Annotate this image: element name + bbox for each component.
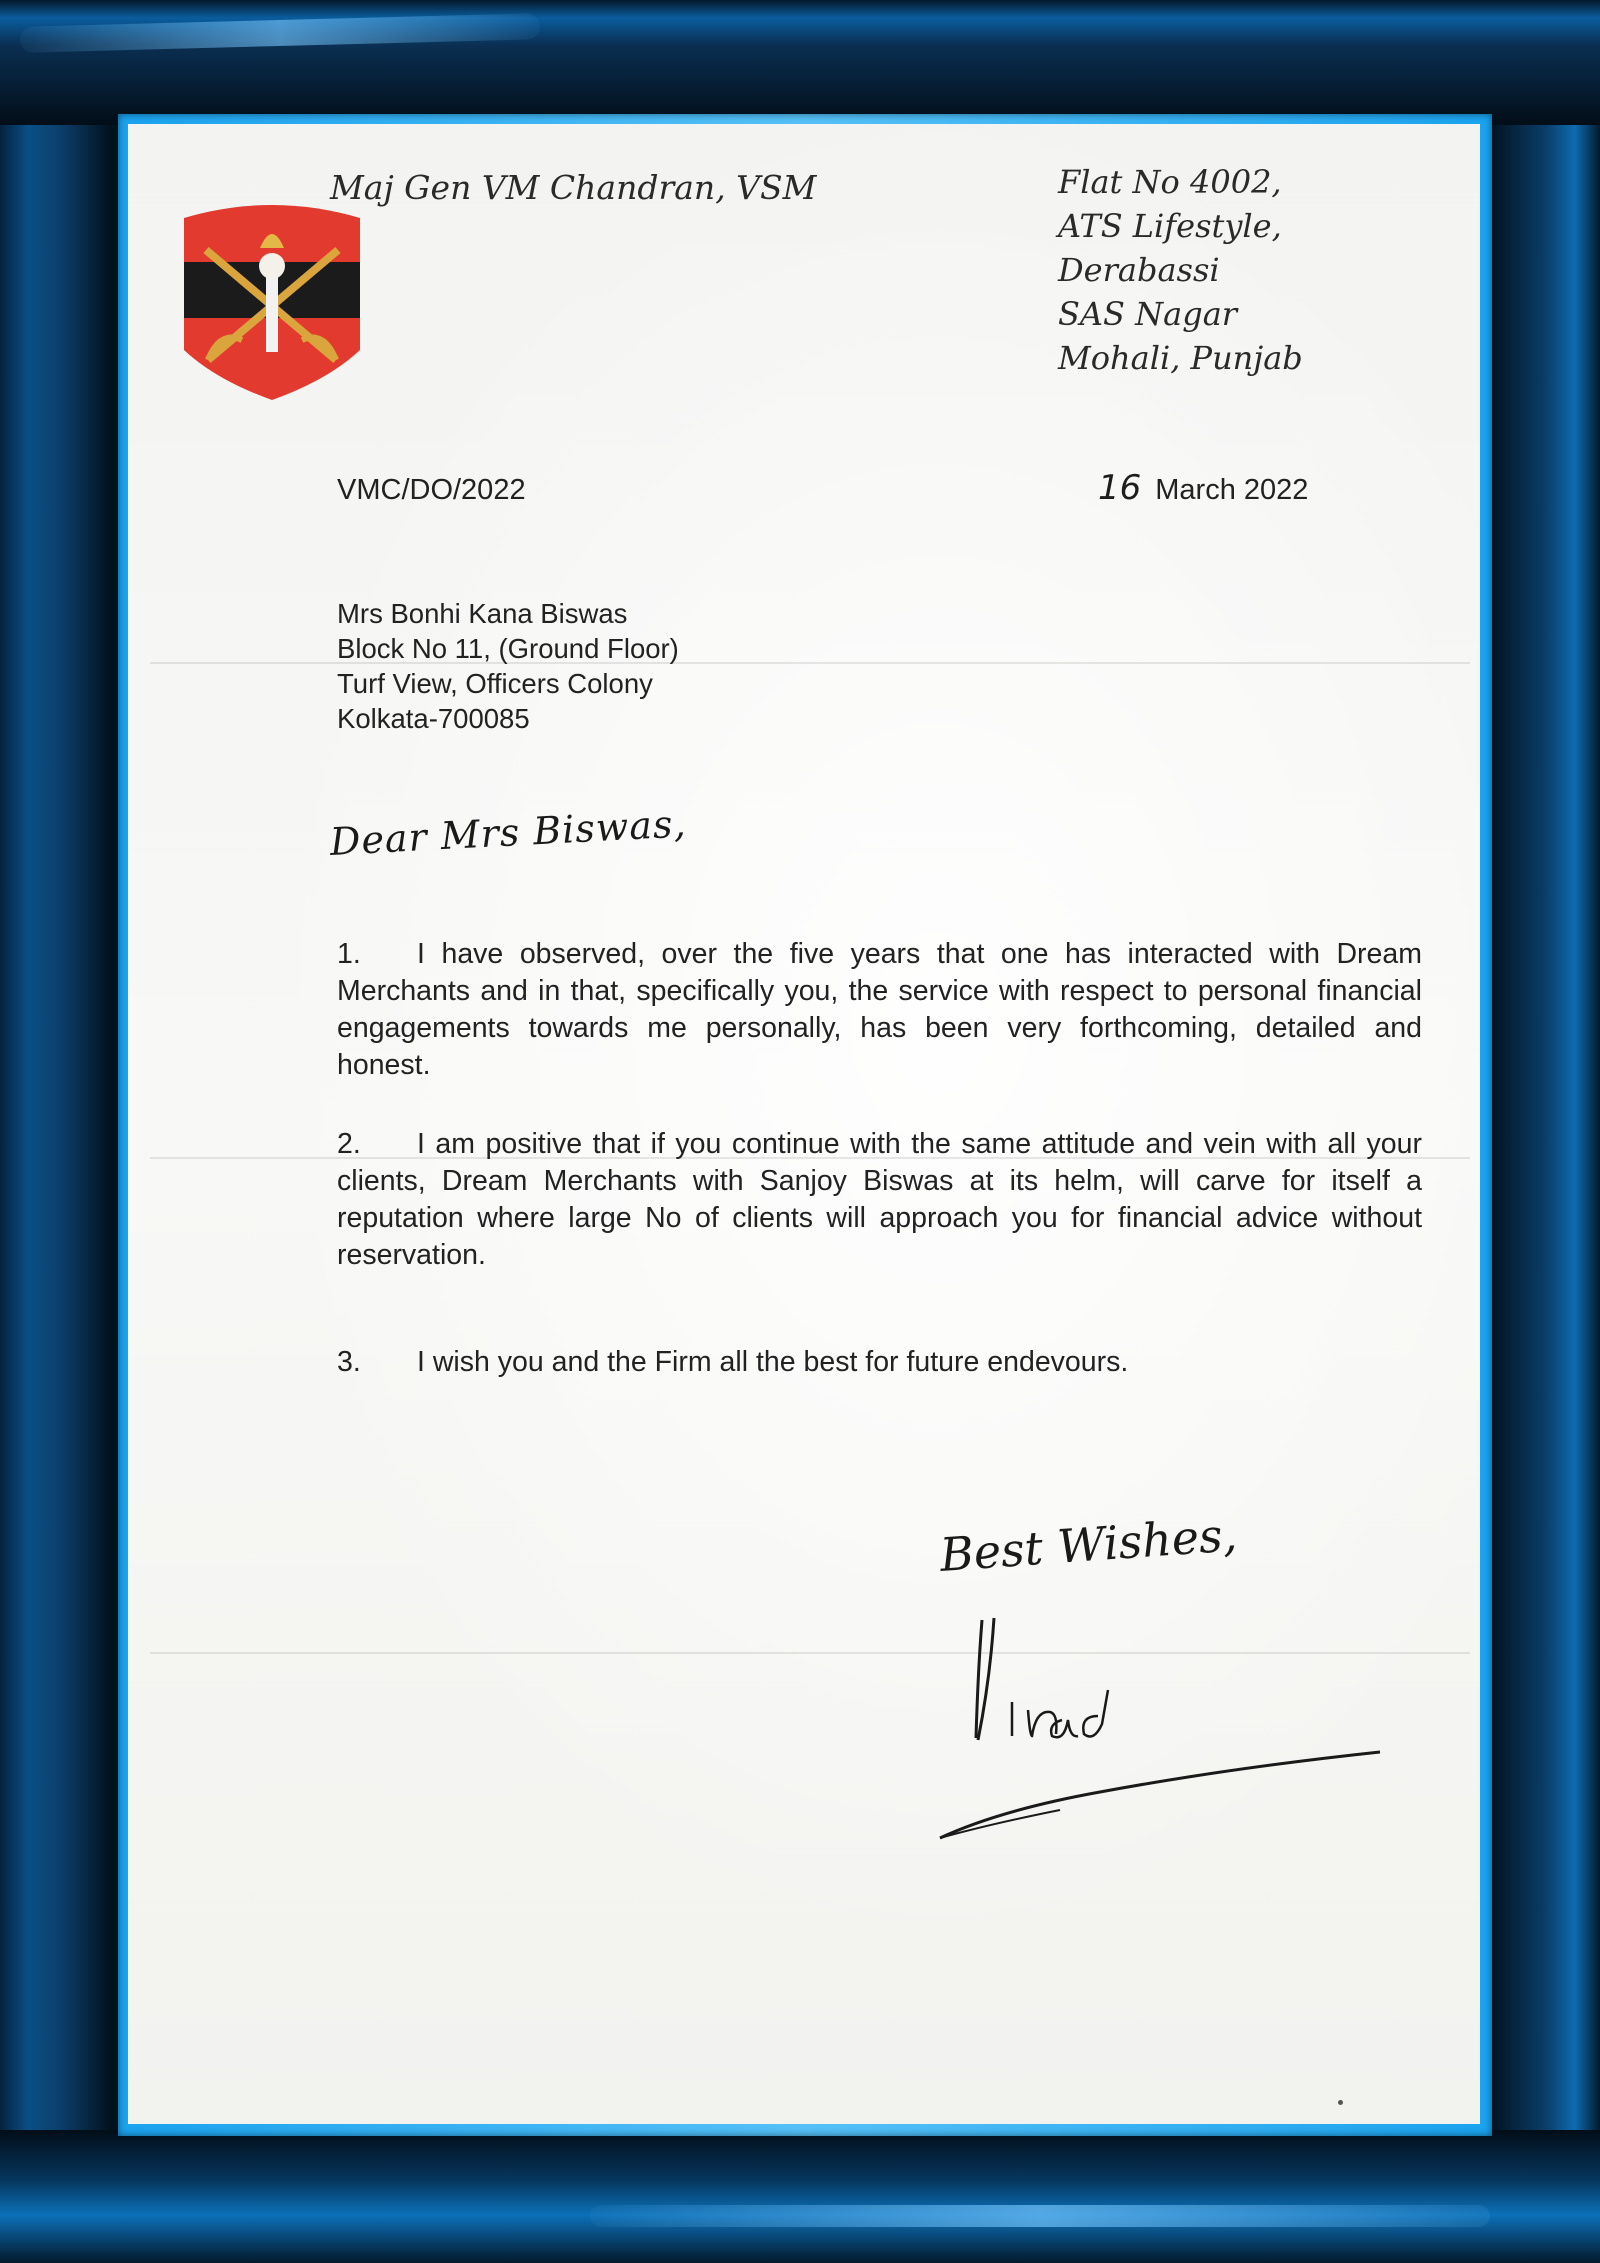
address-line: Mohali, Punjab — [1058, 339, 1303, 377]
regimental-crest-icon — [178, 200, 366, 405]
paragraph-text: I wish you and the Firm all the best for future endevours. — [417, 1346, 1129, 1378]
paragraph-1 — [337, 936, 1422, 1084]
handwritten-signature — [930, 1610, 1390, 1850]
paragraph-number: 3. — [337, 1346, 361, 1378]
closing-handwritten: Best Wishes, — [938, 1507, 1239, 1582]
salutation-handwritten: Dear Mrs Biswas, — [328, 801, 688, 864]
frame-top-edge — [0, 0, 1600, 125]
frame-highlight — [590, 2205, 1490, 2227]
address-line: Derabassi — [1058, 251, 1220, 289]
reference-number: VMC/DO/2022 — [337, 474, 526, 506]
paragraph-text: I am positive that if you continue with the same attitude and vein with all your clients, Dream Merchants with Sanjoy Biswas at its helm, will carve for itself a reputation where large No of clients will approach you for financial advice without reservation. — [337, 1128, 1422, 1271]
recipient-line: Kolkata-700085 — [337, 703, 530, 734]
address-line: SAS Nagar — [1058, 295, 1238, 333]
sender-name: Maj Gen VM Chandran, VSM — [330, 168, 817, 207]
recipient-line: Mrs Bonhi Kana Biswas — [337, 598, 628, 629]
recipient-line: Block No 11, (Ground Floor) — [337, 633, 679, 664]
frame-bottom-edge — [0, 2130, 1600, 2263]
recipient-address — [337, 596, 679, 736]
paragraph-3 — [337, 1344, 1422, 1381]
letter-date — [1098, 468, 1308, 508]
address-line: Flat No 4002, — [1058, 163, 1282, 201]
sender-address — [1058, 160, 1303, 380]
paper-speck — [1338, 2100, 1343, 2105]
paragraph-number: 1. — [337, 938, 361, 970]
date-month-year: March 2022 — [1155, 474, 1309, 506]
paragraph-text: I have observed, over the five years that one has interacted with Dream Merchants and in that, specifically you, the service with respect to personal financial engagements towards me personally, has been very forthcoming, detailed and honest. — [337, 938, 1422, 1081]
paragraph-number: 2. — [337, 1128, 361, 1160]
paragraph-2 — [337, 1126, 1422, 1274]
address-line: ATS Lifestyle, — [1058, 207, 1282, 245]
date-day-handwritten: 16 — [1098, 468, 1142, 508]
recipient-line: Turf View, Officers Colony — [337, 668, 653, 699]
